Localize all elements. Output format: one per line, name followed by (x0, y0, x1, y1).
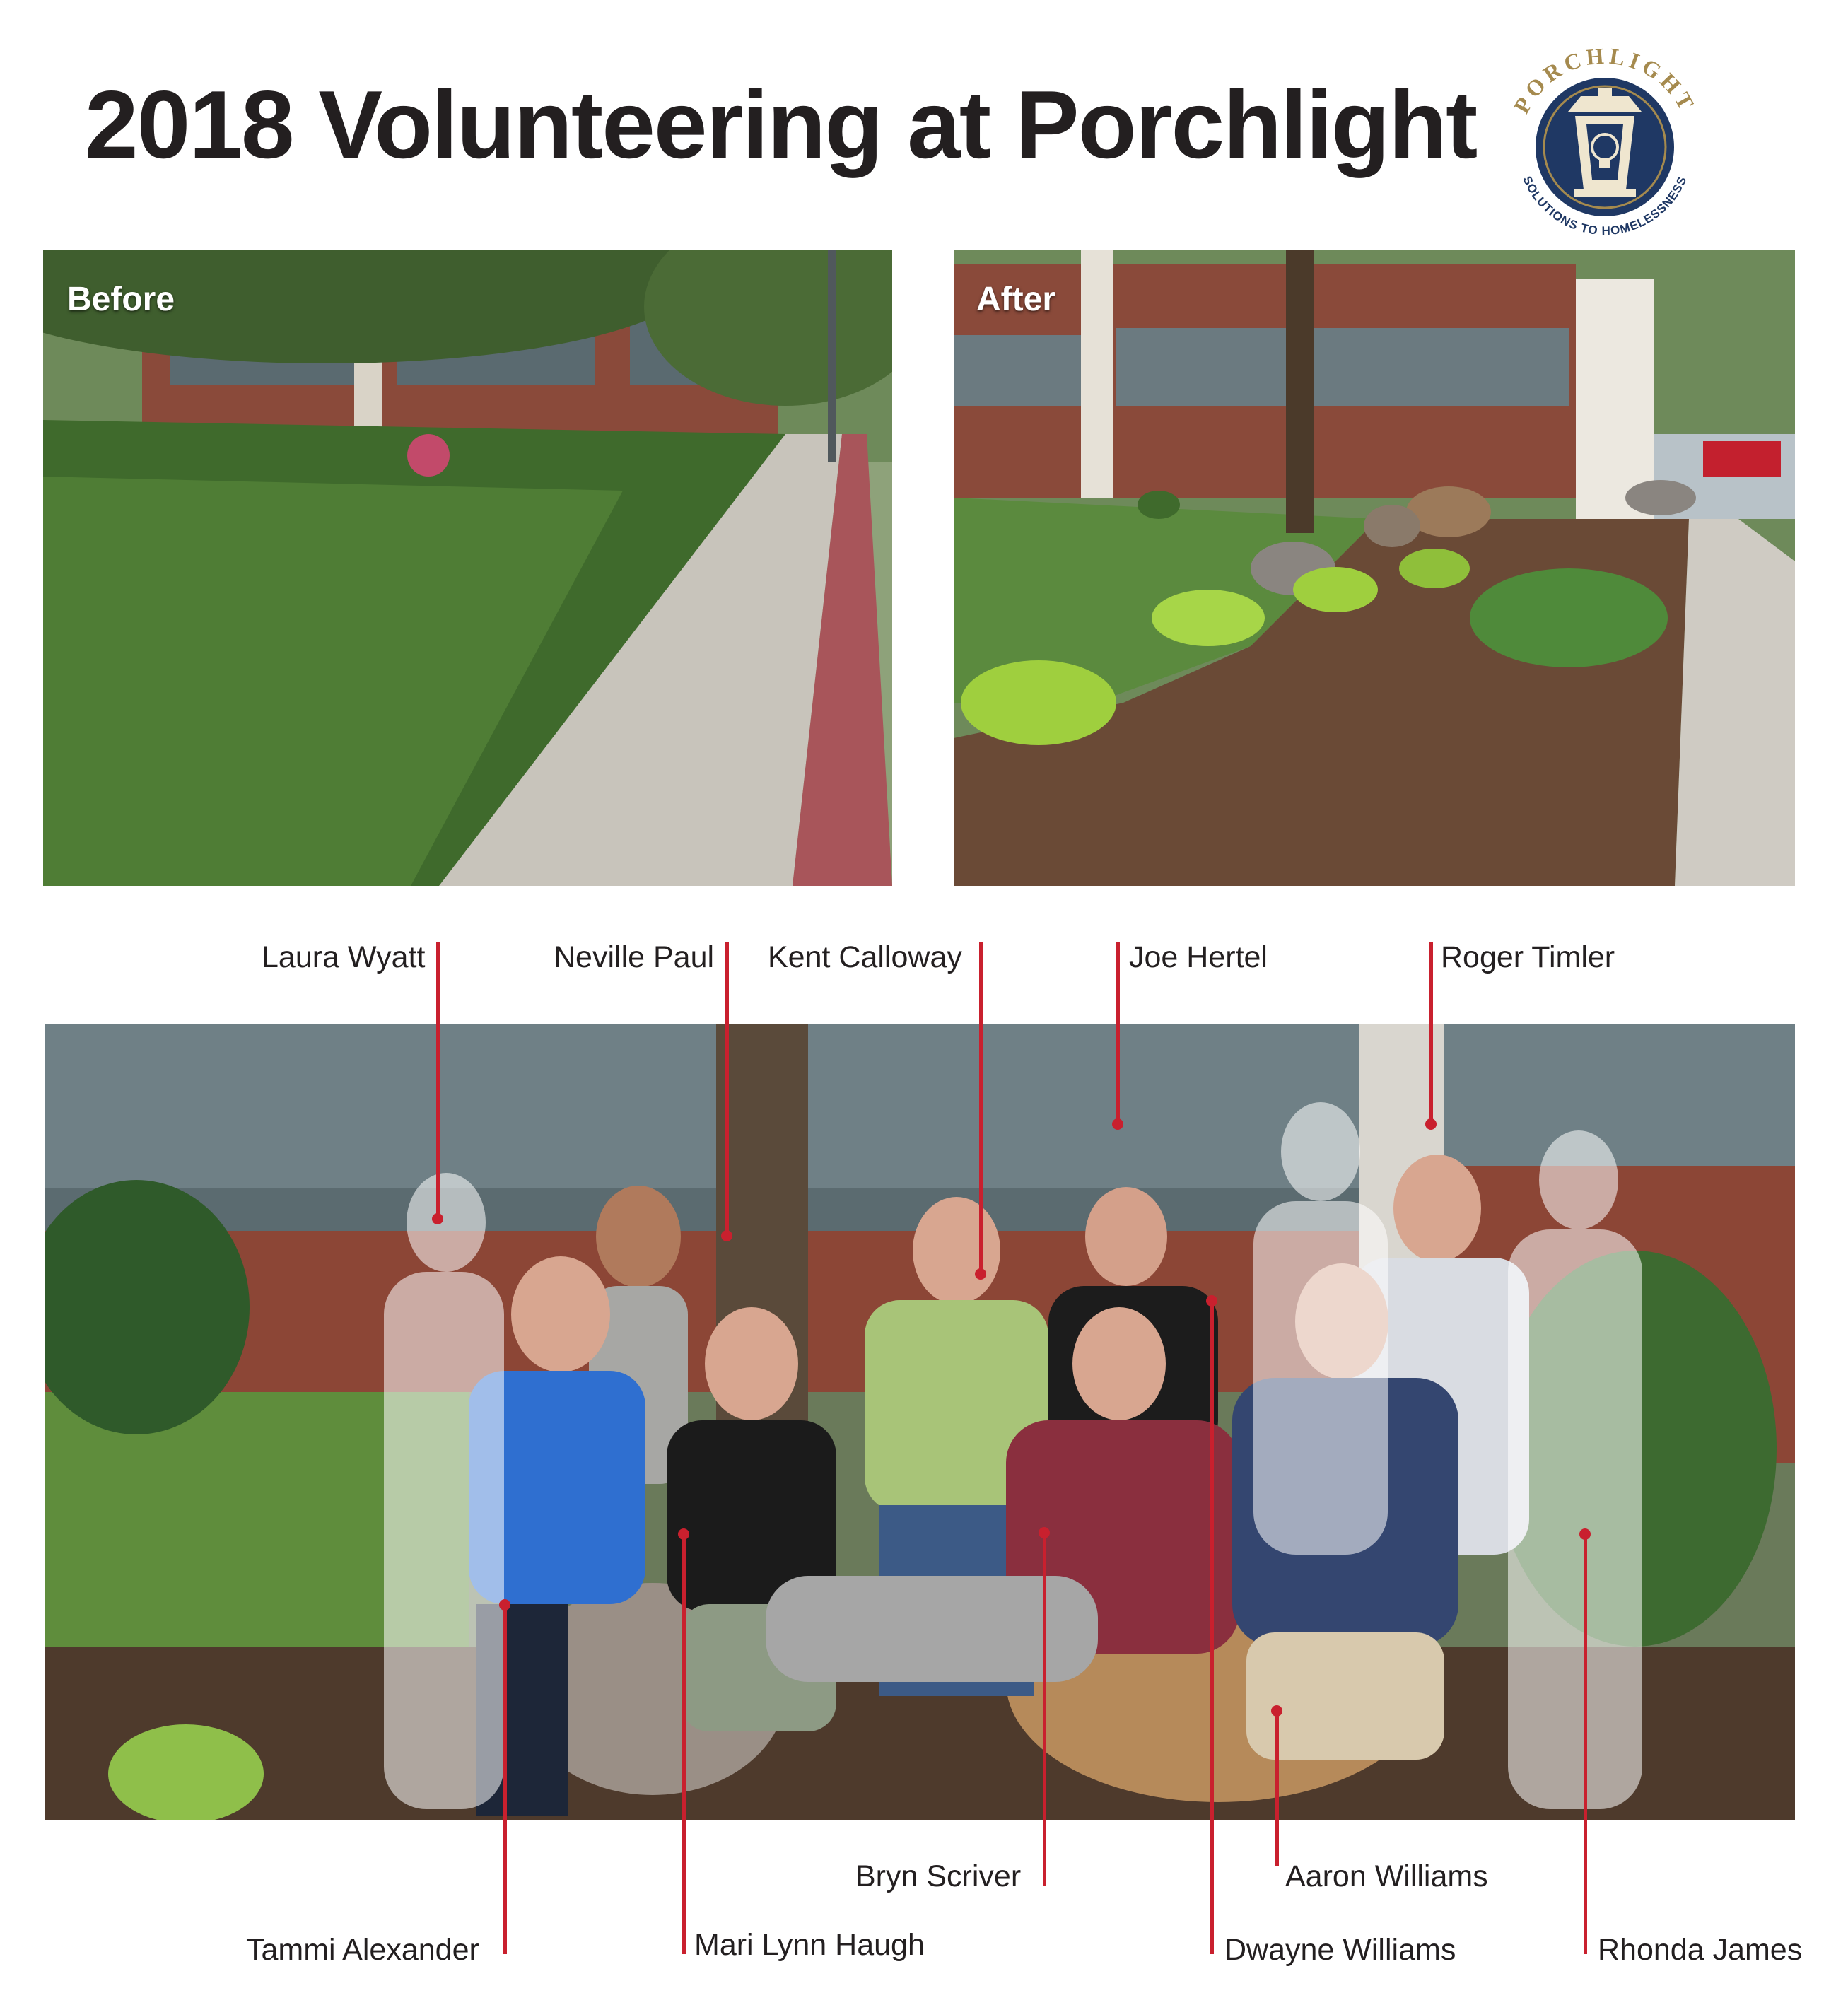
volunteer-label: Joe Hertel (1129, 940, 1268, 974)
leader-dot (678, 1528, 689, 1540)
leader-dot (1579, 1528, 1591, 1540)
leader-line (1116, 942, 1120, 1124)
porchlight-logo (1492, 28, 1718, 255)
before-label: Before (67, 281, 175, 318)
leader-dot (432, 1213, 443, 1224)
volunteer-label: Aaron Williams (1285, 1859, 1488, 1893)
logo-text-top: PORCHLIGHT (1508, 42, 1702, 118)
volunteer-label: Rhonda James (1598, 1933, 1803, 1967)
leader-dot (1425, 1118, 1437, 1130)
leader-line (1210, 1301, 1214, 1954)
leader-dot (1206, 1295, 1217, 1307)
volunteer-label: Roger Timler (1441, 940, 1615, 974)
volunteer-label: Bryn Scriver (855, 1859, 1022, 1893)
after-label: After (976, 281, 1056, 318)
porchlight-lantern-icon (1492, 28, 1718, 255)
leader-line (1275, 1711, 1279, 1866)
leader-line (682, 1534, 686, 1954)
after-photo (954, 250, 1795, 886)
logo-text-bottom: SOLUTIONS TO HOMELESSNESS (1520, 174, 1690, 238)
volunteer-label: Dwayne Williams (1224, 1933, 1456, 1967)
leader-line (725, 942, 729, 1236)
leader-dot (975, 1268, 986, 1280)
volunteer-group-photo (45, 1024, 1795, 1820)
leader-line (1429, 942, 1433, 1124)
leader-line (979, 942, 983, 1274)
volunteer-label: Neville Paul (554, 940, 715, 974)
volunteer-label: Laura Wyatt (262, 940, 426, 974)
leader-line (1043, 1533, 1046, 1886)
leader-line (503, 1605, 507, 1954)
leader-line (436, 942, 440, 1219)
leader-dot (1112, 1118, 1123, 1130)
page-title: 2018 Volunteering at Porchlight (85, 71, 1477, 178)
leader-dot (1039, 1527, 1050, 1538)
leader-dot (1271, 1705, 1282, 1717)
volunteer-label: Mari Lynn Haugh (694, 1928, 925, 1962)
before-photo (43, 250, 892, 886)
leader-line (1584, 1534, 1587, 1954)
leader-dot (721, 1230, 732, 1241)
volunteer-label: Tammi Alexander (246, 1933, 479, 1967)
leader-dot (499, 1599, 510, 1611)
volunteer-label: Kent Calloway (768, 940, 962, 974)
